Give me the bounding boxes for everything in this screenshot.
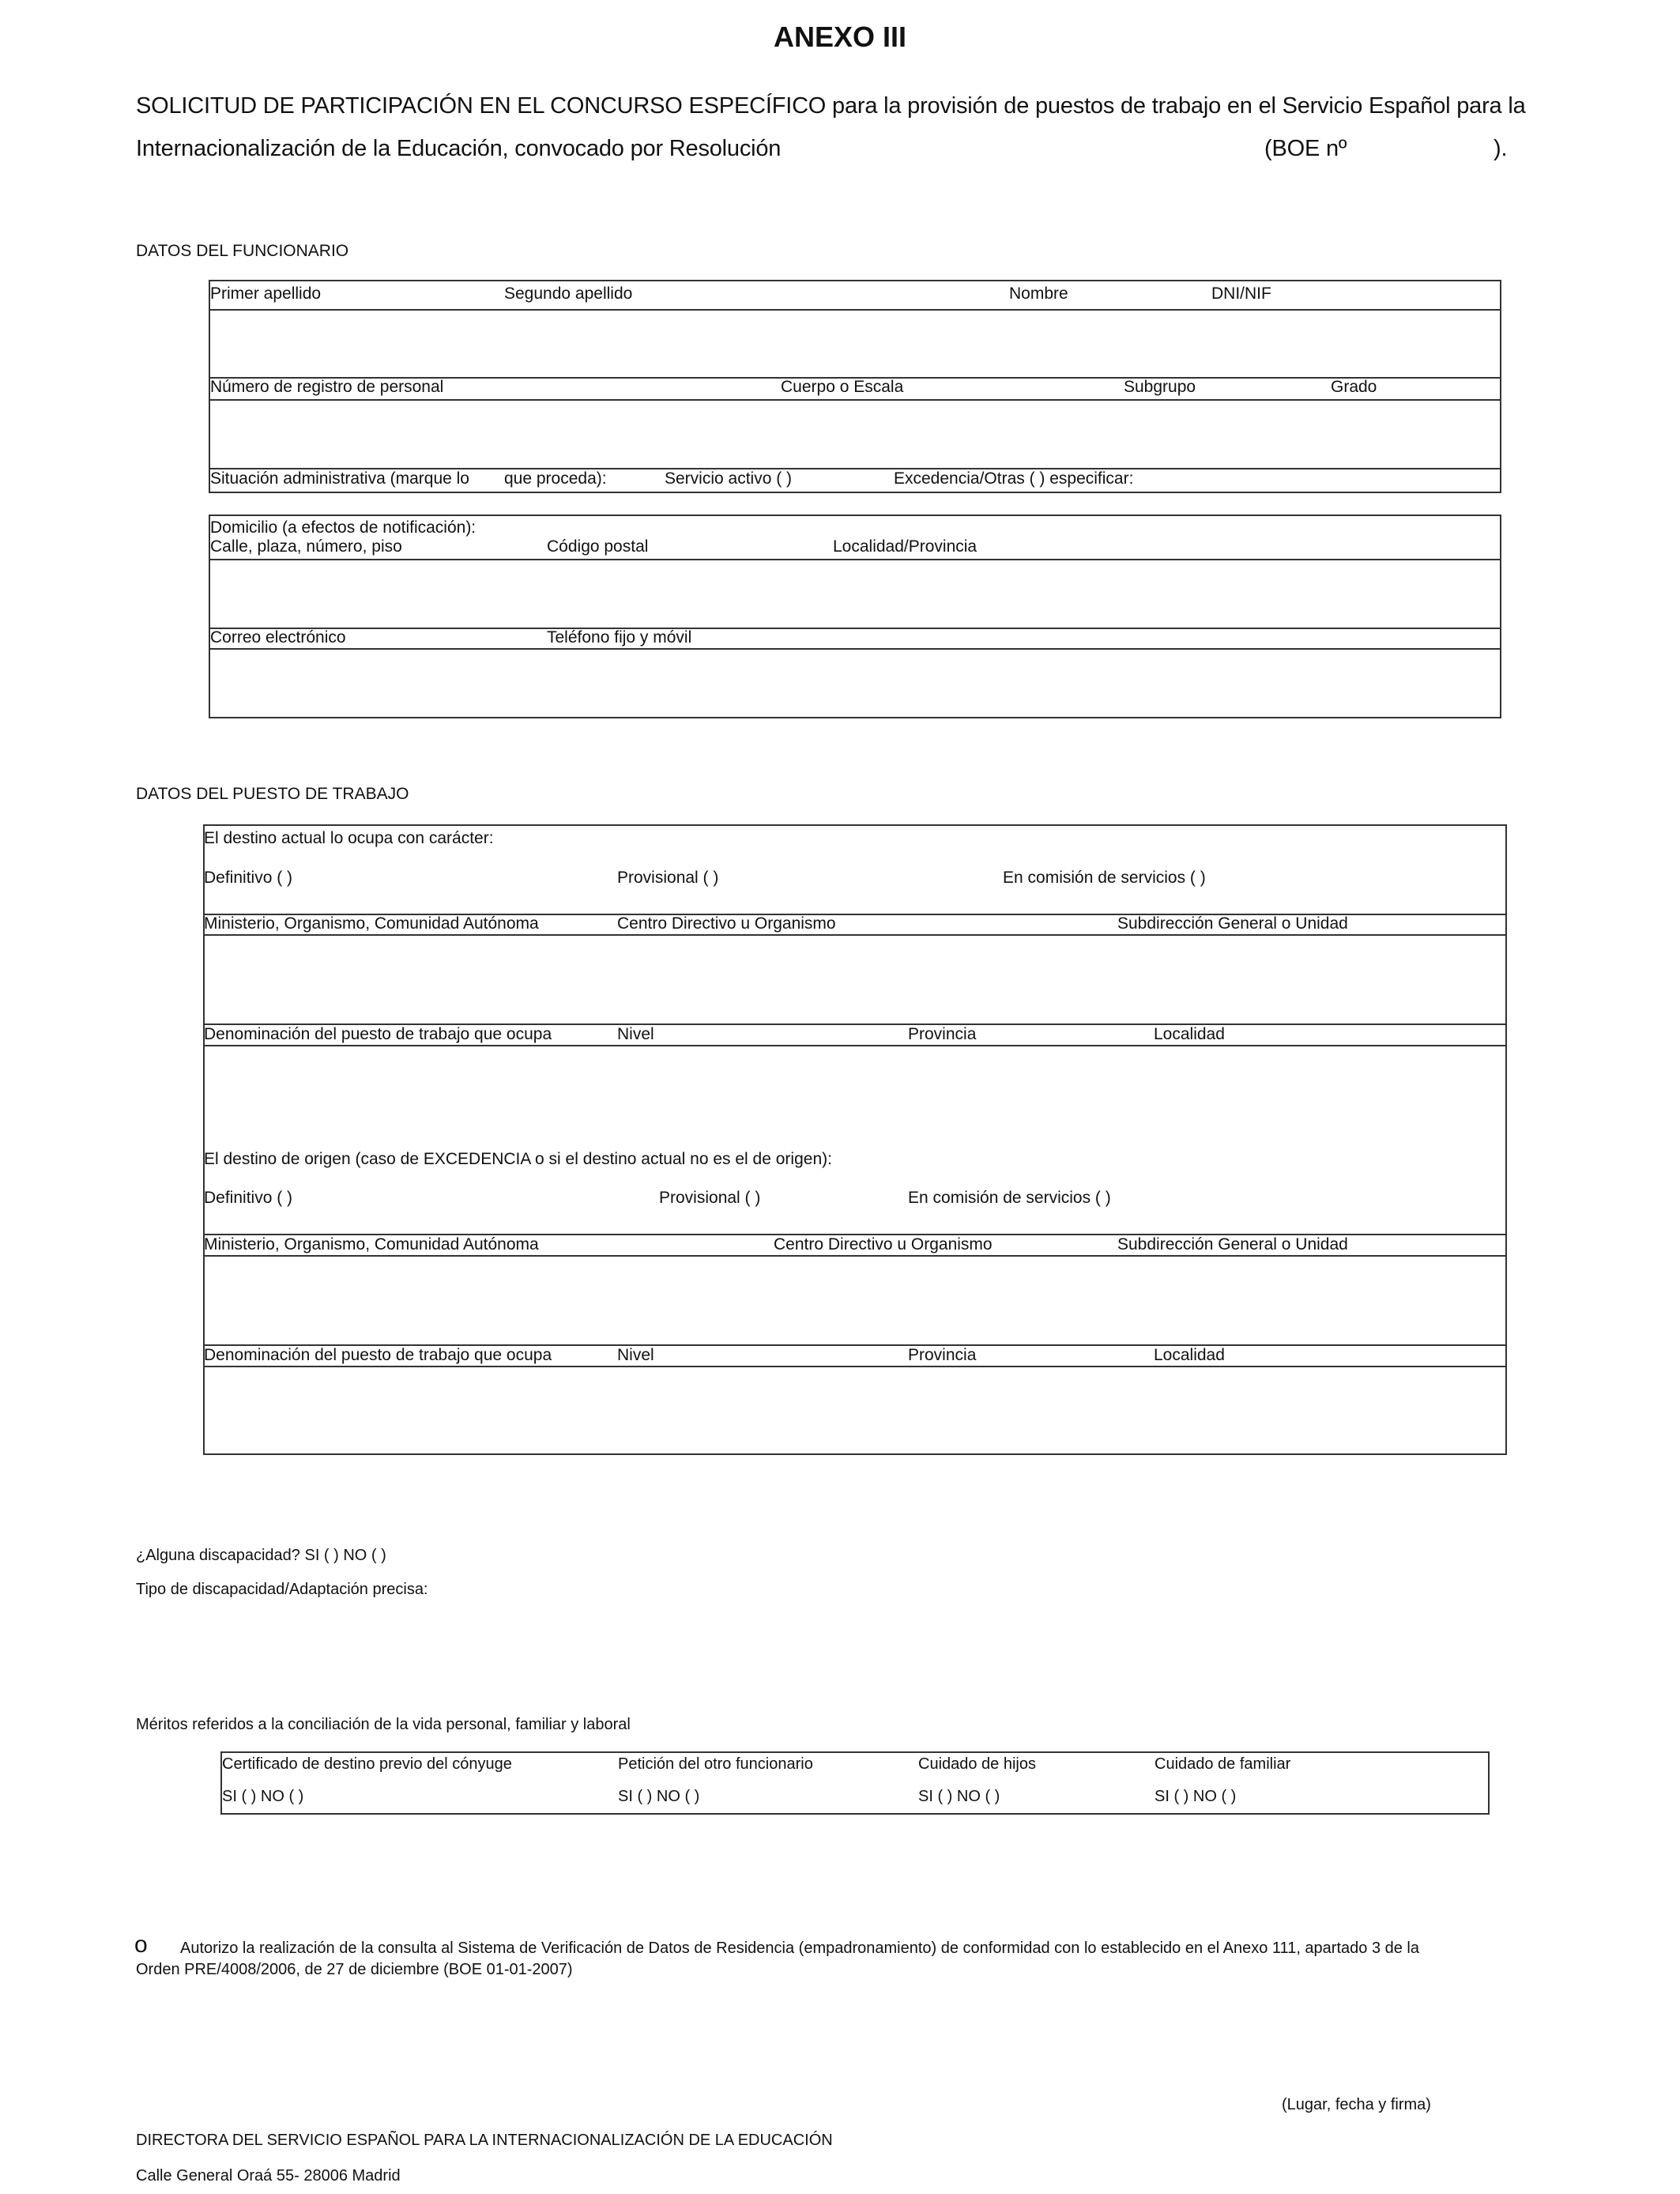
merito-otro-funcionario-label: Petición del otro funcionario bbox=[618, 1755, 813, 1773]
nrp-label: Número de registro de personal bbox=[210, 378, 444, 396]
origen-denominacion-label: Denominación del puesto de trabajo que ocupa bbox=[204, 1346, 552, 1364]
intro-line-1: SOLICITUD DE PARTICIPACIÓN EN EL CONCURSO ESPECÍFICO para la provisión de puestos de trabajo en el Servicio Español para la bbox=[136, 93, 1526, 119]
merito-hijos-label: Cuidado de hijos bbox=[918, 1755, 1036, 1773]
origen-definitivo-option[interactable]: Definitivo ( ) bbox=[204, 1189, 293, 1207]
actual-centro-label: Centro Directivo u Organismo bbox=[617, 914, 836, 933]
origen-subdireccion-label: Subdirección General o Unidad bbox=[1117, 1235, 1348, 1253]
origen-ministerio-label: Ministerio, Organismo, Comunidad Autónoma bbox=[204, 1235, 539, 1253]
merito-conyuge-options[interactable]: SI ( ) NO ( ) bbox=[222, 1788, 304, 1805]
registro-field[interactable] bbox=[210, 401, 1500, 466]
actual-comision-option[interactable]: En comisión de servicios ( ) bbox=[1003, 869, 1206, 887]
page-title: ANEXO III bbox=[773, 21, 907, 53]
footer-address: Calle General Oraá 55- 28006 Madrid bbox=[136, 2167, 401, 2185]
actual-puesto-field[interactable] bbox=[205, 1046, 1505, 1149]
excedencia-option[interactable]: Excedencia/Otras ( ) especificar: bbox=[894, 469, 1134, 488]
intro-close: ). bbox=[1494, 136, 1508, 161]
origen-organismo-field[interactable] bbox=[205, 1257, 1505, 1343]
origen-localidad-label: Localidad bbox=[1154, 1346, 1225, 1364]
actual-subdireccion-label: Subdirección General o Unidad bbox=[1117, 914, 1348, 933]
situacion-label: Situación administrativa (marque lo bbox=[210, 469, 469, 488]
domicilio-field[interactable] bbox=[210, 560, 1500, 626]
merito-hijos-options[interactable]: SI ( ) NO ( ) bbox=[918, 1788, 1000, 1805]
merito-familiar-options[interactable]: SI ( ) NO ( ) bbox=[1155, 1788, 1237, 1805]
origen-comision-option[interactable]: En comisión de servicios ( ) bbox=[908, 1189, 1111, 1207]
firma-label: (Lugar, fecha y firma) bbox=[1282, 2096, 1431, 2113]
origen-nivel-label: Nivel bbox=[617, 1346, 654, 1364]
servicio-activo-option[interactable]: Servicio activo ( ) bbox=[665, 469, 793, 488]
actual-provincia-label: Provincia bbox=[908, 1025, 977, 1043]
actual-localidad-label: Localidad bbox=[1154, 1025, 1225, 1043]
datos-personales-field[interactable] bbox=[210, 311, 1500, 375]
footer-directora: DIRECTORA DEL SERVICIO ESPAÑOL PARA LA INTERNACIONALIZACIÓN DE LA EDUCACIÓN bbox=[136, 2132, 833, 2149]
actual-denominacion-label: Denominación del puesto de trabajo que ocupa bbox=[204, 1025, 552, 1043]
primer-apellido-label: Primer apellido bbox=[210, 285, 322, 303]
nombre-label: Nombre bbox=[1009, 285, 1068, 303]
merito-otro-funcionario-options[interactable]: SI ( ) NO ( ) bbox=[618, 1788, 700, 1805]
section-heading-puesto: DATOS DEL PUESTO DE TRABAJO bbox=[136, 785, 409, 803]
origen-provincia-label: Provincia bbox=[908, 1346, 977, 1364]
discapacidad-question[interactable]: ¿Alguna discapacidad? SI ( ) NO ( ) bbox=[136, 1547, 386, 1564]
actual-nivel-label: Nivel bbox=[617, 1025, 654, 1043]
merito-conyuge-label: Certificado de destino previo del cónyuge bbox=[222, 1755, 512, 1773]
autorizacion-line-2: Orden PRE/4008/2006, de 27 de diciembre (BOE 01-01-2007) bbox=[136, 1961, 573, 1978]
destino-origen-header: El destino de origen (caso de EXCEDENCIA o si el destino actual no es el de origen): bbox=[204, 1150, 832, 1168]
actual-definitivo-option[interactable]: Definitivo ( ) bbox=[204, 869, 293, 887]
destino-actual-header: El destino actual lo ocupa con carácter: bbox=[204, 829, 494, 847]
segundo-apellido-label: Segundo apellido bbox=[504, 285, 633, 303]
merito-familiar-label: Cuidado de familiar bbox=[1155, 1755, 1291, 1773]
cuerpo-label: Cuerpo o Escala bbox=[781, 378, 904, 396]
domicilio-header: Domicilio (a efectos de notificación): bbox=[210, 518, 477, 537]
origen-centro-label: Centro Directivo u Organismo bbox=[774, 1235, 993, 1253]
intro-boe: (BOE nº bbox=[1264, 136, 1347, 161]
actual-provisional-option[interactable]: Provisional ( ) bbox=[617, 869, 719, 887]
autorizacion-line-1: Autorizo la realización de la consulta al Sistema de Verificación de Datos de Residencia (empadronamiento) de conformidad con lo establecido en el Anexo 111, apartado 3 de la bbox=[180, 1940, 1419, 1957]
discapacidad-tipo-label: Tipo de discapacidad/Adaptación precisa: bbox=[136, 1581, 428, 1598]
grado-label: Grado bbox=[1331, 378, 1377, 396]
localidad-provincia-label: Localidad/Provincia bbox=[833, 537, 977, 556]
origen-puesto-field[interactable] bbox=[205, 1367, 1505, 1453]
subgrupo-label: Subgrupo bbox=[1124, 378, 1196, 396]
divider bbox=[209, 628, 1501, 629]
actual-organismo-field[interactable] bbox=[205, 936, 1505, 1022]
correo-label: Correo electrónico bbox=[210, 628, 346, 647]
section-heading-funcionario: DATOS DEL FUNCIONARIO bbox=[136, 242, 349, 260]
codigo-postal-label: Código postal bbox=[547, 537, 649, 556]
actual-ministerio-label: Ministerio, Organismo, Comunidad Autónoma bbox=[204, 914, 539, 933]
intro-line-2: Internacionalización de la Educación, convocado por Resolución bbox=[136, 136, 782, 161]
telefono-label: Teléfono fijo y móvil bbox=[547, 628, 692, 647]
contacto-field[interactable] bbox=[210, 650, 1500, 717]
proceda-label: que proceda): bbox=[504, 469, 607, 488]
autorizacion-checkbox[interactable]: o bbox=[134, 1932, 148, 1958]
origen-provisional-option[interactable]: Provisional ( ) bbox=[659, 1189, 761, 1207]
calle-label: Calle, plaza, número, piso bbox=[210, 537, 402, 556]
dni-label: DNI/NIF bbox=[1211, 285, 1271, 303]
meritos-heading: Méritos referidos a la conciliación de la vida personal, familiar y laboral bbox=[136, 1716, 631, 1733]
